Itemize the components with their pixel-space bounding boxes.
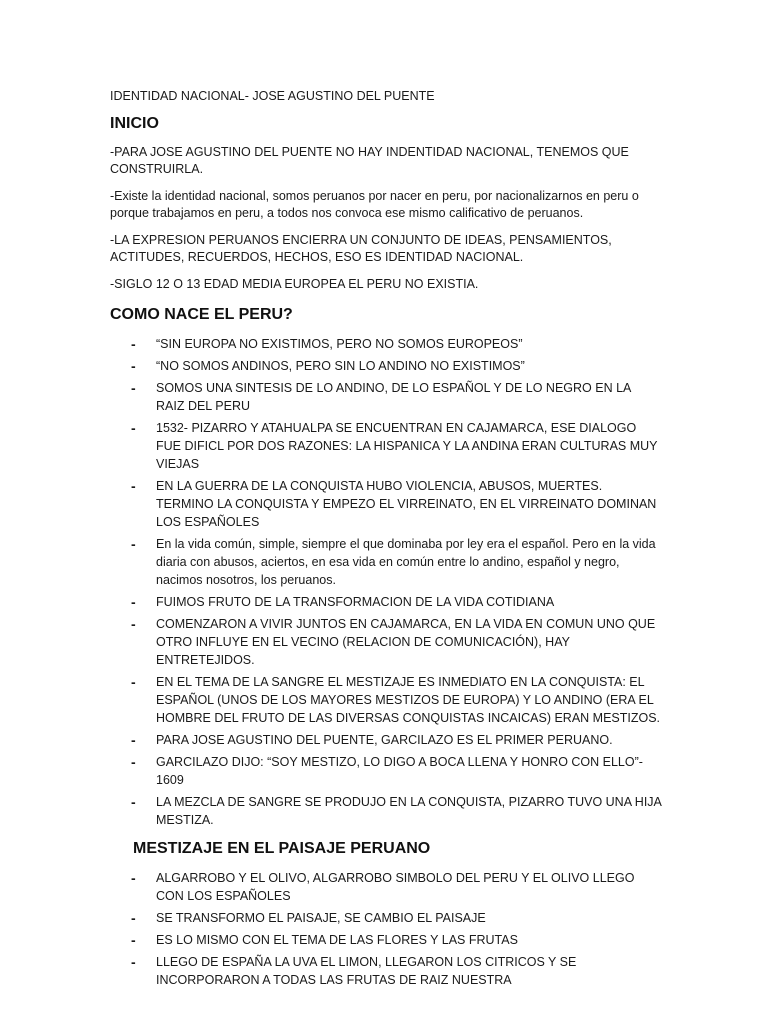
list-item [110, 593, 662, 611]
dash-bullet-icon: - [131, 954, 136, 970]
dash-bullet-icon: - [131, 932, 136, 948]
list-item [110, 909, 662, 927]
list-item [110, 953, 662, 989]
list-item-text: “NO SOMOS ANDINOS, PERO SIN LO ANDINO NO EXISTIMOS” [156, 359, 525, 373]
list-item [110, 869, 662, 905]
list-item [110, 931, 662, 949]
list-item [110, 793, 662, 829]
document-body [110, 88, 662, 999]
dash-bullet-icon: - [131, 336, 136, 352]
list-item [110, 477, 662, 531]
list-item [110, 615, 662, 669]
paragraph: -PARA JOSE AGUSTINO DEL PUENTE NO HAY INDENTIDAD NACIONAL, TENEMOS QUE CONSTRUIRLA. [110, 145, 629, 176]
dash-bullet-icon: - [131, 910, 136, 926]
section-heading-inicio: INICIO [110, 115, 159, 132]
list-item-text: FUIMOS FRUTO DE LA TRANSFORMACION DE LA VIDA COTIDIANA [156, 595, 555, 609]
list-item-text: SOMOS UNA SINTESIS DE LO ANDINO, DE LO ESPAÑOL Y DE LO NEGRO EN LA RAIZ DEL PERU [156, 381, 631, 413]
list-item-text: ALGARROBO Y EL OLIVO, ALGARROBO SIMBOLO DEL PERU Y EL OLIVO LLEGO CON LOS ESPAÑOLES [156, 871, 635, 903]
paragraph: -LA EXPRESION PERUANOS ENCIERRA UN CONJUNTO DE IDEAS, PENSAMIENTOS, ACTITUDES, RECUERDOS, HECHOS, ESO ES IDENTIDAD NACIONAL. [110, 233, 612, 264]
list-item [110, 731, 662, 749]
list-item [110, 753, 662, 789]
list-item-text: SE TRANSFORMO EL PAISAJE, SE CAMBIO EL PAISAJE [156, 911, 486, 925]
list-item-text: 1532- PIZARRO Y ATAHUALPA SE ENCUENTRAN EN CAJAMARCA, ESE DIALOGO FUE DIFICL POR DOS RAZONES: LA HISPANICA Y LA ANDINA ERAN CULTURAS MUY VIEJAS [156, 421, 658, 471]
list-item [110, 357, 662, 375]
section-heading-mestizaje: MESTIZAJE EN EL PAISAJE PERUANO [133, 840, 431, 857]
bullet-list [110, 335, 662, 829]
dash-bullet-icon: - [131, 794, 136, 810]
dash-bullet-icon: - [131, 420, 136, 436]
paragraph: -SIGLO 12 O 13 EDAD MEDIA EUROPEA EL PERU NO EXISTIA. [110, 277, 479, 291]
list-item-text: LLEGO DE ESPAÑA LA UVA EL LIMON, LLEGARON LOS CITRICOS Y SE INCORPORARON A TODAS LAS FRUTAS DE RAIZ NUESTRA [156, 955, 577, 987]
list-item-text: EN EL TEMA DE LA SANGRE EL MESTIZAJE ES INMEDIATO EN LA CONQUISTA: EL ESPAÑOL (UNOS DE LOS MAYORES MESTIZOS DE EUROPA) Y LO ANDINO (ERA EL HOMBRE DEL FRUTO DE LAS DIVERSAS CONQUISTAS INCAICAS) ERAN MESTIZOS. [156, 675, 661, 725]
dash-bullet-icon: - [131, 380, 136, 396]
list-item-text: PARA JOSE AGUSTINO DEL PUENTE, GARCILAZO ES EL PRIMER PERUANO. [156, 733, 613, 747]
list-item-text: “SIN EUROPA NO EXISTIMOS, PERO NO SOMOS EUROPEOS” [156, 337, 523, 351]
list-item-text: LA MEZCLA DE SANGRE SE PRODUJO EN LA CONQUISTA, PIZARRO TUVO UNA HIJA MESTIZA. [156, 795, 662, 827]
dash-bullet-icon: - [131, 732, 136, 748]
list-item-text: COMENZARON A VIVIR JUNTOS EN CAJAMARCA, EN LA VIDA EN COMUN UNO QUE OTRO INFLUYE EN EL VECINO (RELACION DE COMUNICACIÓN), HAY ENTRETEJIDOS. [156, 617, 656, 667]
dash-bullet-icon: - [131, 754, 136, 770]
paragraph: -Existe la identidad nacional, somos peruanos por nacer en peru, por nacionalizarnos en peru o porque trabajamos en peru, a todos nos convoca ese mismo calificativo de peruanos. [110, 189, 639, 220]
list-item [110, 535, 662, 589]
list-item [110, 419, 662, 473]
list-item-text: GARCILAZO DIJO: “SOY MESTIZO, LO DIGO A BOCA LLENA Y HONRO CON ELLO”- 1609 [156, 755, 643, 787]
dash-bullet-icon: - [131, 616, 136, 632]
bullet-list [110, 869, 662, 989]
list-item-text: ES LO MISMO CON EL TEMA DE LAS FLORES Y LAS FRUTAS [156, 933, 518, 947]
dash-bullet-icon: - [131, 358, 136, 374]
dash-bullet-icon: - [131, 674, 136, 690]
dash-bullet-icon: - [131, 870, 136, 886]
list-item-text: En la vida común, simple, siempre el que dominaba por ley era el español. Pero en la vida diaria con abusos, aciertos, en esa vida en común entre lo andino, español y negro, nacimos nosotros, los peruanos. [156, 537, 656, 587]
dash-bullet-icon: - [131, 478, 136, 494]
document-title: IDENTIDAD NACIONAL- JOSE AGUSTINO DEL PUENTE [110, 89, 435, 103]
dash-bullet-icon: - [131, 536, 136, 552]
section-heading-como-nace: COMO NACE EL PERU? [110, 306, 293, 323]
list-item [110, 673, 662, 727]
list-item-text: EN LA GUERRA DE LA CONQUISTA HUBO VIOLENCIA, ABUSOS, MUERTES. TERMINO LA CONQUISTA Y EMPEZO EL VIRREINATO, EN EL VIRREINATO DOMINAN LOS ESPAÑOLES [156, 479, 657, 529]
list-item [110, 379, 662, 415]
list-item [110, 335, 662, 353]
dash-bullet-icon: - [131, 594, 136, 610]
